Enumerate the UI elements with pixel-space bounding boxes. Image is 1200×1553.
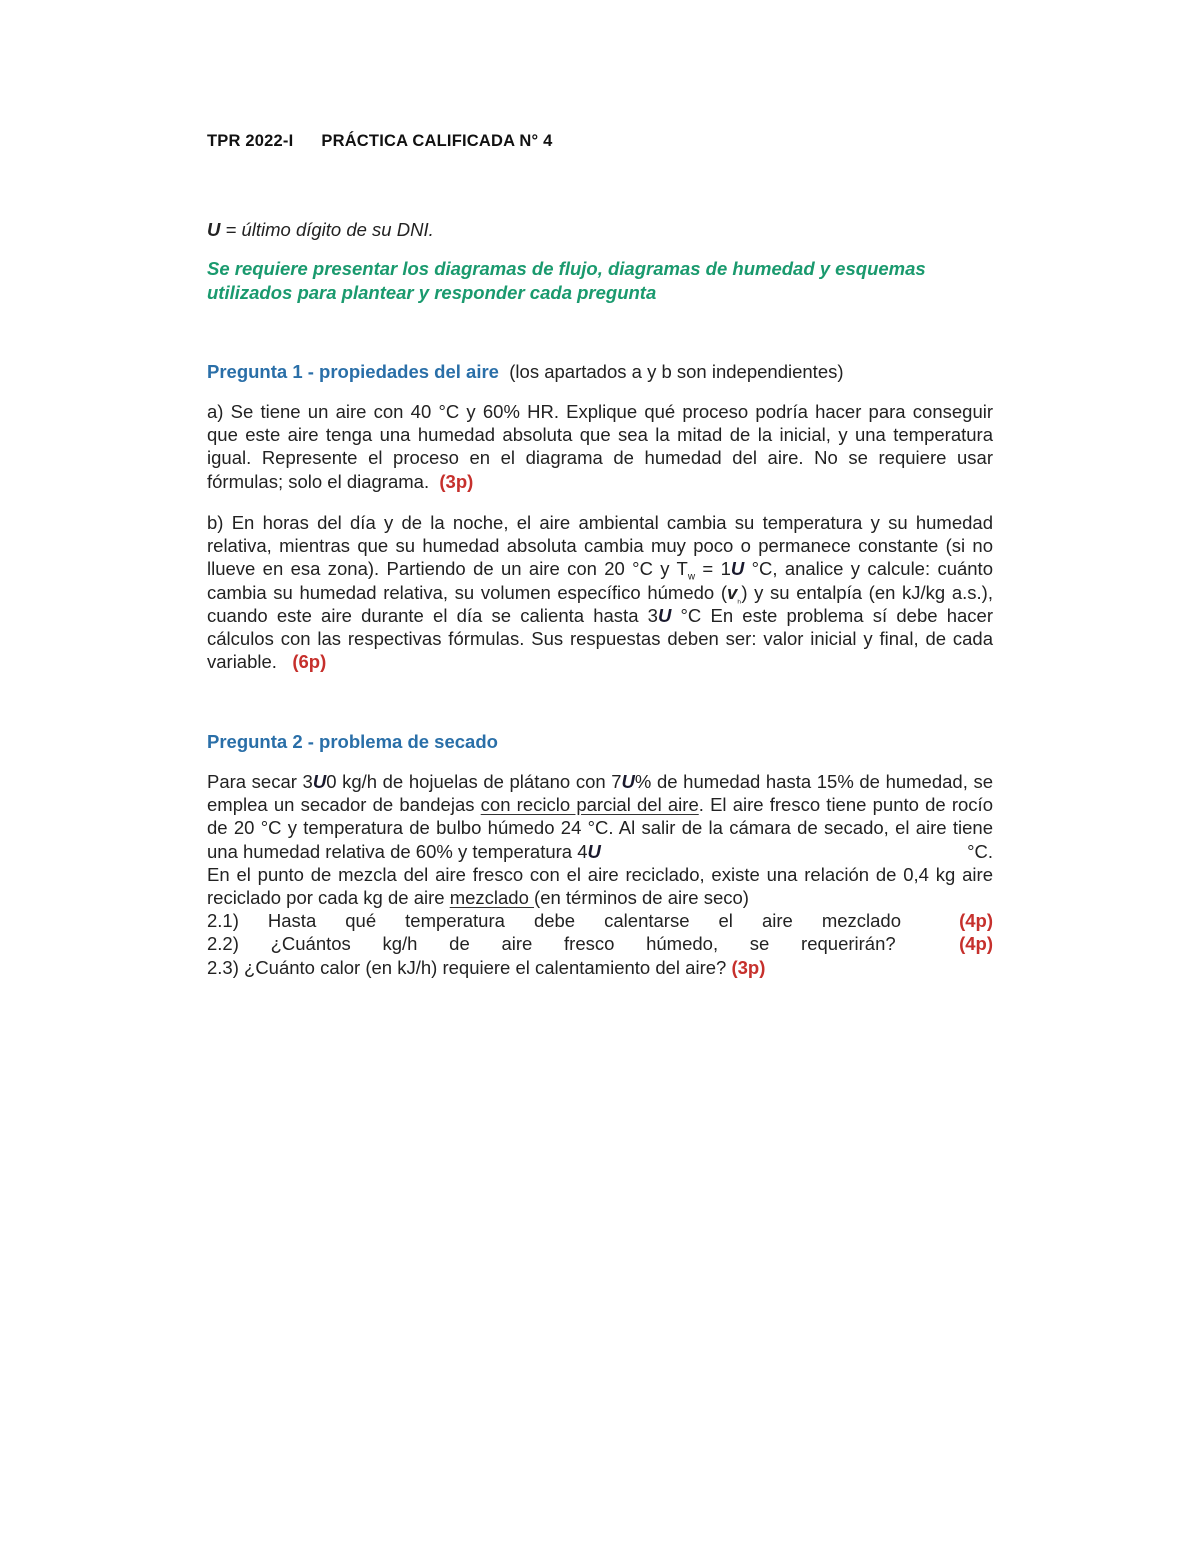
question-2-item-2-text: 2.2) ¿Cuántos kg/h de aire fresco húmedo, se requerirán? — [207, 933, 896, 955]
question-1b-sub-w: w — [687, 572, 696, 584]
question-2-underlined-recycle: con reciclo parcial del aire — [480, 794, 699, 816]
question-2-text-a: Para secar 3 — [207, 771, 313, 792]
question-1b-points: (6p) — [292, 651, 327, 673]
question-1a — [207, 400, 993, 493]
variable-definition — [207, 218, 993, 241]
question-2-text-f: En el punto de mezcla del aire fresco con el aire reciclado, existe una relación de 0,4 kg aire reciclado por cada kg de aire — [207, 863, 993, 909]
question-2-u-3: U — [587, 840, 601, 862]
course-code: TPR 2022-I — [207, 132, 294, 150]
question-2-heading: Pregunta 2 - problema de secado — [207, 731, 498, 752]
question-1a-text: a) Se tiene un aire con 40 °C y 60% HR. Explique qué proceso podría hacer para conseguir que este aire tenga una humedad absoluta que sea la mitad de la inicial, y una temperatura igual. Represente el proceso en el diagrama de humedad del aire. No se requiere usar fórmulas; solo el diagrama. — [207, 401, 993, 492]
question-2-item-2 — [207, 932, 993, 955]
question-1-heading-line — [207, 360, 993, 383]
question-2-u-1: U — [312, 771, 327, 792]
question-1b-vh: v — [726, 581, 738, 603]
question-2-paragraph-2 — [207, 863, 993, 909]
question-2-item-2-points: (4p) — [959, 933, 994, 955]
variable-u-definition: = último dígito de su DNI. — [220, 219, 434, 240]
question-1b — [207, 511, 993, 673]
question-2-text-d: . El aire fresco tiene punto de rocío de 20 °C y temperatura de bulbo húmedo 24 °C. Al salir de la cámara de secado, el aire tiene una humedad relativa de 60% y temperatura 4 — [207, 794, 993, 862]
question-1-heading: Pregunta 1 - propiedades del aire — [207, 361, 499, 382]
exam-header — [207, 132, 552, 151]
question-2-u-2: U — [621, 771, 635, 792]
question-2-item-1-points: (4p) — [959, 910, 994, 932]
question-2-item-3 — [207, 956, 993, 979]
question-1b-text-2: = 1 — [695, 558, 731, 580]
question-2-text-c: % de humedad hasta 15% de humedad, se emplea un secador de bandejas — [207, 771, 993, 816]
question-2-item-1-text: 2.1) Hasta qué temperatura debe calentarse el aire mezclado — [207, 910, 902, 932]
question-2-paragraph-1 — [207, 770, 993, 863]
question-2-text-g: (en términos de aire seco) — [534, 887, 749, 909]
question-2-text-b: 0 kg/h de hojuelas de plátano con 7 — [326, 771, 622, 792]
question-2-item-1 — [207, 909, 993, 932]
question-2-item-3-text: 2.3) ¿Cuánto calor (en kJ/h) requiere el calentamiento del aire? — [207, 956, 727, 978]
question-1b-u-1: U — [730, 558, 745, 580]
instruction-note: Se requiere presentar los diagramas de flujo, diagramas de humedad y esquemas utilizados para plantear y responder cada pregunta — [207, 258, 926, 303]
exam-title: PRÁCTICA CALIFICADA N° 4 — [321, 132, 553, 150]
question-2-item-3-points: (3p) — [731, 956, 766, 978]
question-2-underlined-mixed: mezclado — [449, 887, 535, 909]
question-1b-text-4: ) y su entalpía (en kJ/kg a.s.), cuando este aire durante el día se calienta hasta 3 — [207, 581, 993, 626]
question-2 — [207, 770, 993, 979]
question-1-note: (los apartados a y b son independientes) — [509, 361, 844, 382]
question-1a-points: (3p) — [439, 470, 474, 492]
question-1b-sub-h: ₕ — [737, 595, 742, 607]
variable-u: U — [207, 219, 221, 240]
question-1b-text-5: °C En este problema sí debe hacer cálculos con las respectivas fórmulas. Sus respuestas deben ser: valor inicial y final, de cada variable. — [207, 604, 994, 673]
question-1b-text-1: b) En horas del día y de la noche, el aire ambiental cambia su temperatura y su humedad relativa, mientras que su humedad absoluta cambia muy poco o permanece constante (si no llueve en esa zona). Partiendo de un aire con 20 °C y T — [207, 512, 993, 580]
question-1b-u-2: U — [657, 604, 672, 626]
question-2-text-e: °C. — [967, 840, 993, 862]
question-1b-text-3: °C, analice y calcule: cuánto cambia su humedad relativa, su volumen específico húmedo ( — [207, 558, 993, 603]
